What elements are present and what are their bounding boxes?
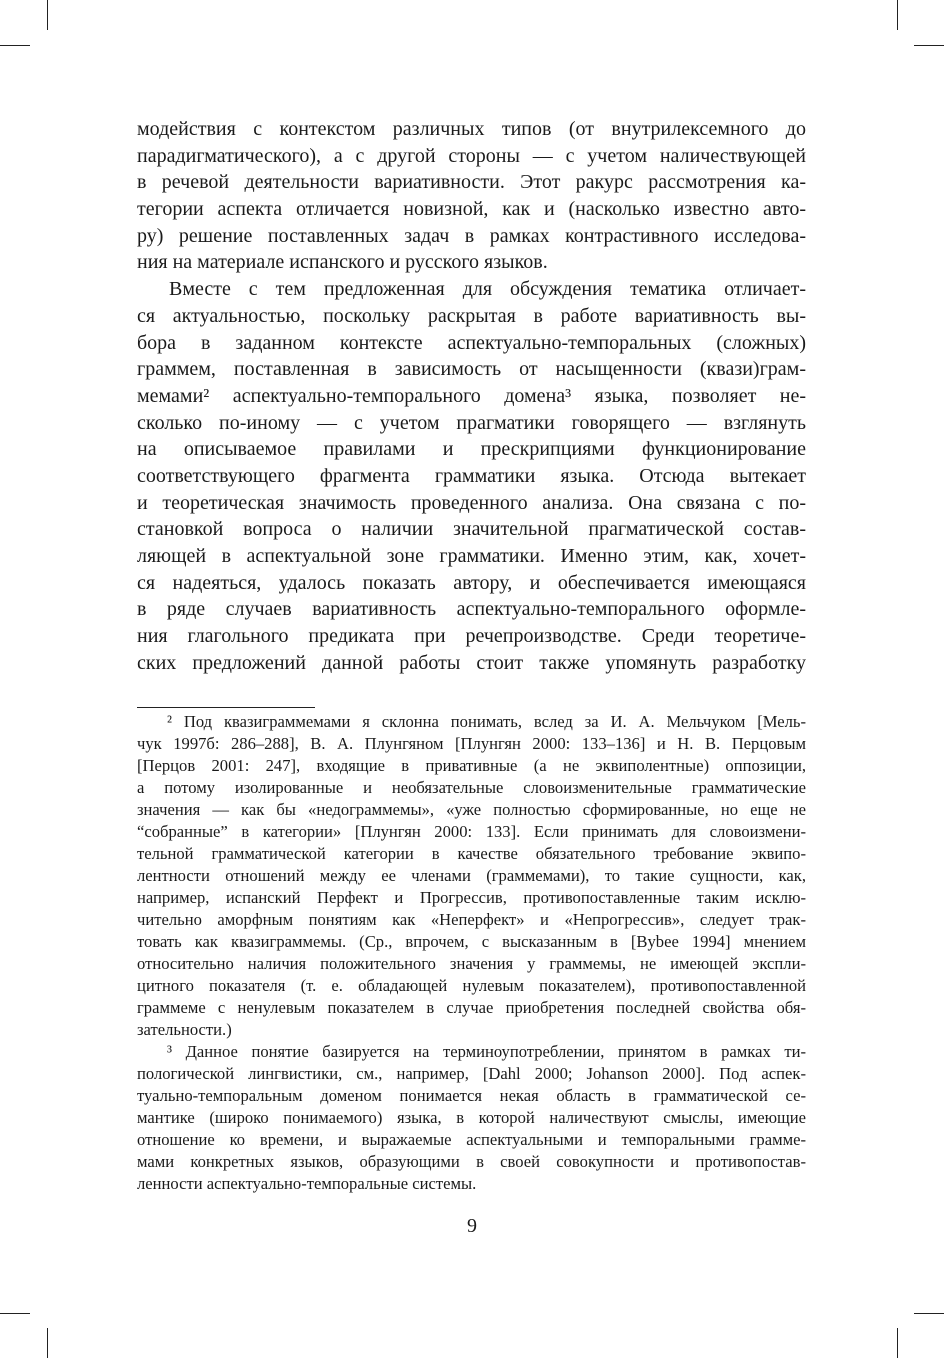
text-line: чительно аморфным понятиям как «Неперфект» и «Непрогрессив», следует трак- xyxy=(137,910,806,929)
text-line: отношение ко времени, и выражаемые аспектуальными и темпоральными грамме- xyxy=(137,1130,806,1149)
crop-mark xyxy=(914,45,944,46)
text-line: и теоретическая значимость проведенного анализа. Она связана с по- xyxy=(137,491,806,514)
text-line: тегории аспекта отличается новизной, как и (насколько известно авто- xyxy=(137,198,806,221)
text-line: тельной грамматической категории в качестве обязательного требование эквипо- xyxy=(137,844,806,863)
crop-mark xyxy=(914,1313,944,1314)
text-line: становкой вопроса о наличии значительной прагматической состав- xyxy=(137,518,806,541)
text-line: сколько по-иному — с учетом прагматики говорящего — взглянуть xyxy=(137,411,806,434)
footnote-separator xyxy=(137,707,315,708)
text-line: цитного показателя (т. е. обладающей нулевым показателем), противопоставленной xyxy=(137,976,806,995)
text-line: в ряде случаев вариативность аспектуально-темпорального оформле- xyxy=(137,598,806,621)
crop-mark xyxy=(897,0,898,30)
text-line: ленности аспектуально-темпоральные системы. xyxy=(137,1174,477,1193)
text-line: ния глагольного предиката при речепроизводстве. Среди теоретиче- xyxy=(137,625,806,648)
crop-mark xyxy=(0,1313,30,1314)
text-line: а потому изолированные и необязательные словоизменительные грамматические xyxy=(137,778,806,797)
text-line: ских предложений данной работы стоит также упомянуть разработку xyxy=(137,651,806,674)
text-line: модействия с контекстом различных типов (от внутрилексемного до xyxy=(137,118,806,140)
text-line: лентности отношений между ее членами (граммемами), то такие сущности, как, xyxy=(137,866,806,885)
text-line: “собранные” в категории» [Плунгян 2000: 133]. Если принимать для словоизмени- xyxy=(137,822,806,841)
text-line: ния на материале испанского и русского языков. xyxy=(137,251,548,274)
text-line: ³ Данное понятие базируется на терминоупотреблении, принятом в рамках ти- xyxy=(167,1042,806,1061)
text-line: мемами² аспектуально-темпорального домена³ языка, позволяет не- xyxy=(137,384,806,407)
text-line: значения — как бы «недограммемы», «уже полностью сформированные, но еще не xyxy=(137,800,806,819)
text-line: граммем, поставленная в зависимость от насыщенности (квази)грам- xyxy=(137,358,806,381)
footnote xyxy=(137,1041,806,1195)
text-line: например, испанский Перфект и Прогрессив, противопоставленные таким исклю- xyxy=(137,888,806,907)
text-line: ² Под квазиграммемами я склонна понимать, вслед за И. А. Мельчуком [Мель- xyxy=(167,712,806,731)
text-line: граммеме с ненулевым показателем в случае приобретения последней свойства обя- xyxy=(137,998,806,1017)
crop-mark xyxy=(0,45,30,46)
paragraph xyxy=(137,276,806,676)
text-line: в речевой деятельности вариативности. Этот ракурс рассмотрения ка- xyxy=(137,171,806,194)
text-line: ру) решение поставленных задач в рамках контрастивного исследова- xyxy=(137,224,806,247)
footnote xyxy=(137,711,806,1041)
text-line: товать как квазиграммемы. (Ср., впрочем, с высказанным в [Bybee 1994] мнением xyxy=(137,932,806,951)
text-line: парадигматического), а с другой стороны — с учетом наличествующей xyxy=(137,144,806,167)
text-line: соответствующего фрагмента грамматики языка. Отсюда вытекает xyxy=(137,464,806,487)
text-line: зательности.) xyxy=(137,1020,232,1039)
text-line: бора в заданном контексте аспектуально-темпоральных (сложных) xyxy=(137,331,806,354)
text-line: пологической лингвистики, см., например, [Dahl 2000; Johanson 2000]. Под аспек- xyxy=(137,1064,806,1083)
text-line: туально-темпоральным доменом понимается некая область в грамматической се- xyxy=(137,1086,806,1105)
crop-mark xyxy=(897,1328,898,1358)
text-line: на описываемое правилами и прескрипциями функционирование xyxy=(137,438,806,461)
paragraph xyxy=(137,116,806,276)
crop-mark xyxy=(47,0,48,30)
text-line: Вместе с тем предложенная для обсуждения тематика отличает- xyxy=(169,278,806,301)
page-number: 9 xyxy=(467,1215,477,1237)
body-text xyxy=(137,116,806,676)
text-line: [Перцов 2001: 247], входящие в привативные (а не эквиполентные) оппозиции, xyxy=(137,756,806,775)
text-line: мами конкретных языков, образующими в своей совокупности и противопостав- xyxy=(137,1152,806,1171)
text-line: чук 1997б: 286–288], В. А. Плунгяном [Плунгян 2000: 133–136] и Н. В. Перцовым xyxy=(137,734,806,753)
text-line: относительно наличия положительного значения у граммемы, не имеющей экспли- xyxy=(137,954,806,973)
text-line: ся надеяться, удалось показать автору, и обеспечивается имеющаяся xyxy=(137,571,806,594)
text-line: ся актуальностью, поскольку раскрытая в работе вариативность вы- xyxy=(137,304,806,327)
text-line: ляющей в аспектуальной зоне грамматики. Именно этим, как, хочет- xyxy=(137,545,806,567)
footnotes xyxy=(137,711,806,1195)
text-line: мантике (широко понимаемого) языка, в которой наличествуют смыслы, имеющие xyxy=(137,1108,806,1127)
crop-mark xyxy=(47,1328,48,1358)
